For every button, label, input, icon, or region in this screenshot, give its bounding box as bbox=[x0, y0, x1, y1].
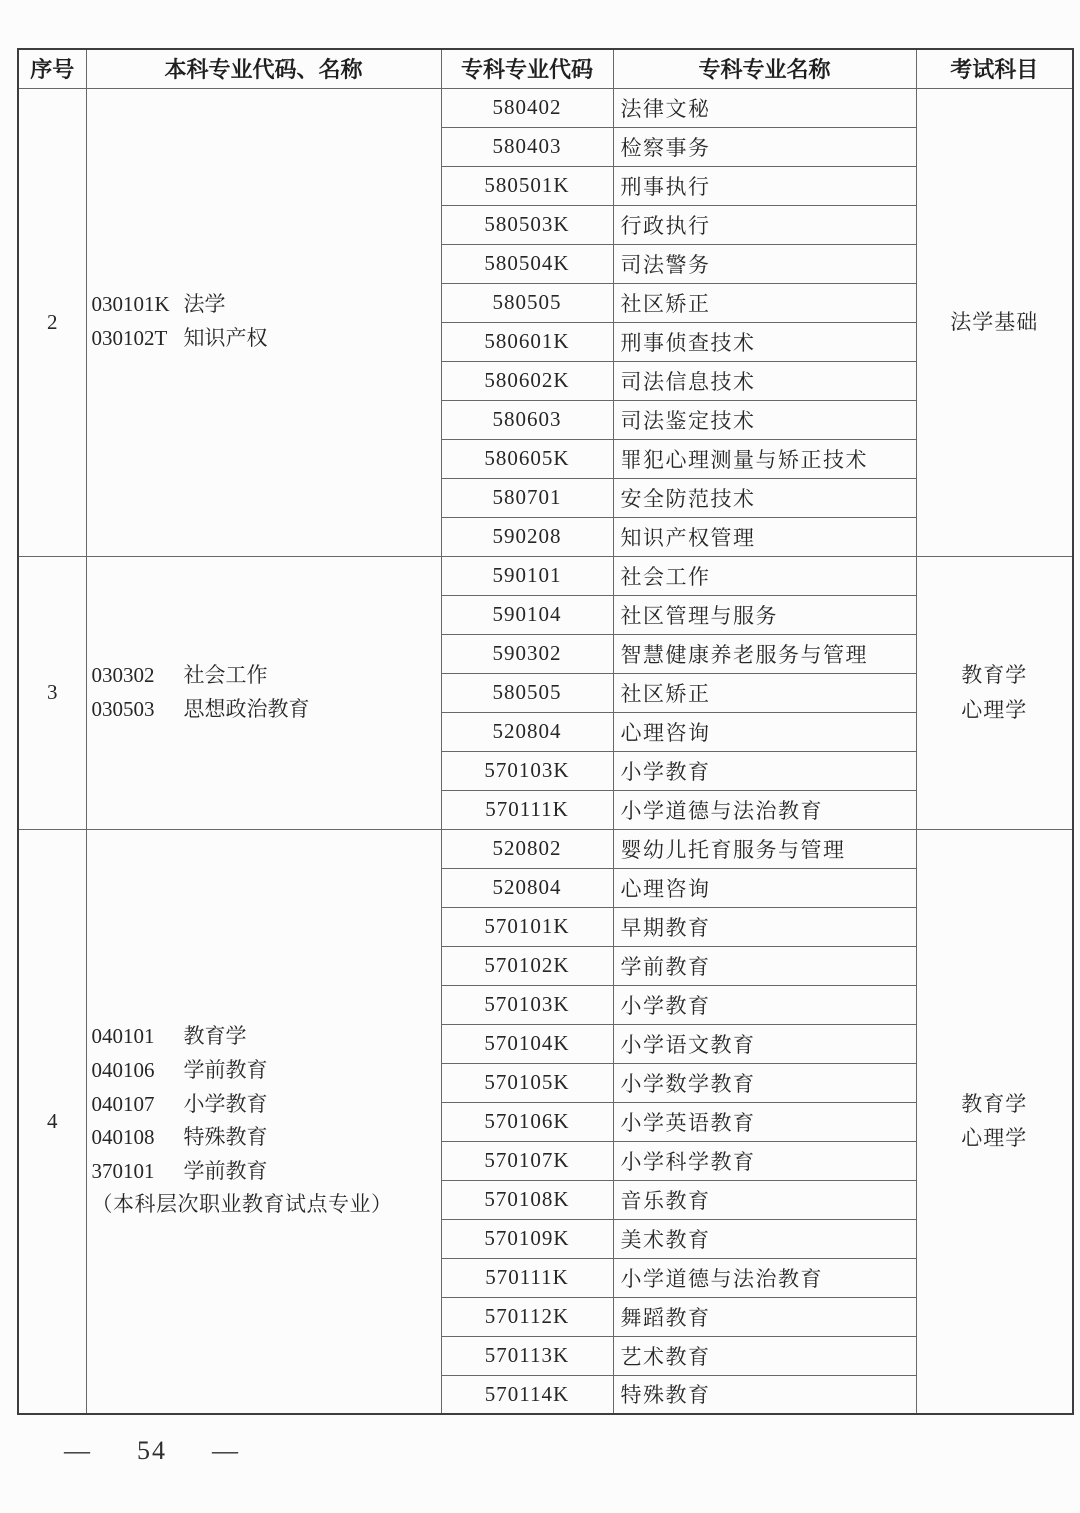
junior-name-cell: 艺术教育 bbox=[613, 1336, 916, 1375]
junior-code-cell: 570101K bbox=[441, 907, 613, 946]
junior-name-cell: 心理咨询 bbox=[613, 712, 916, 751]
undergrad-name: 小学教育 bbox=[183, 1091, 268, 1116]
undergrad-name: 特殊教育 bbox=[183, 1125, 268, 1150]
undergrad-name: 知识产权 bbox=[183, 326, 268, 350]
header-serial: 序号 bbox=[18, 49, 86, 88]
junior-code-cell: 580504K bbox=[441, 244, 613, 283]
undergrad-name: 学前教育 bbox=[183, 1158, 268, 1183]
exam-subject: 教育学 bbox=[961, 1091, 1028, 1116]
undergrad-code: 030302 bbox=[91, 662, 155, 687]
junior-name-cell: 小学英语教育 bbox=[613, 1102, 916, 1141]
junior-name-cell: 小学教育 bbox=[613, 985, 916, 1024]
junior-name-cell: 心理咨询 bbox=[613, 868, 916, 907]
junior-name-cell: 小学语文教育 bbox=[613, 1024, 916, 1063]
junior-name-cell: 司法警务 bbox=[613, 244, 916, 283]
undergrad-name: 社会工作 bbox=[183, 662, 268, 687]
junior-code-cell: 590302 bbox=[441, 634, 613, 673]
junior-code-cell: 570114K bbox=[441, 1375, 613, 1414]
exam-subjects-cell bbox=[916, 829, 1073, 1414]
junior-code-cell: 520802 bbox=[441, 829, 613, 868]
undergrad-code: 040108 bbox=[91, 1125, 155, 1150]
junior-name-cell: 特殊教育 bbox=[613, 1375, 916, 1414]
exam-subject: 心理学 bbox=[961, 697, 1028, 722]
undergrad-code: 030101K bbox=[91, 292, 170, 317]
undergrad-line bbox=[92, 1054, 439, 1088]
undergrad-code: 030503 bbox=[91, 696, 155, 721]
undergrad-line bbox=[92, 288, 439, 322]
junior-name-cell: 早期教育 bbox=[613, 907, 916, 946]
undergrad-line bbox=[92, 1088, 439, 1122]
junior-code-cell: 570106K bbox=[441, 1102, 613, 1141]
junior-code-cell: 590101 bbox=[441, 556, 613, 595]
junior-name-cell: 行政执行 bbox=[613, 205, 916, 244]
junior-name-cell: 社区矫正 bbox=[613, 673, 916, 712]
junior-code-cell: 570102K bbox=[441, 946, 613, 985]
junior-code-cell: 580701 bbox=[441, 478, 613, 517]
undergrad-name: 思想政治教育 bbox=[183, 696, 310, 721]
header-junior-name: 专科专业名称 bbox=[613, 49, 916, 88]
junior-code-cell: 580505 bbox=[441, 673, 613, 712]
junior-name-cell: 刑事侦查技术 bbox=[613, 322, 916, 361]
undergrad-majors-cell bbox=[86, 556, 441, 829]
junior-name-cell: 美术教育 bbox=[613, 1219, 916, 1258]
junior-code-cell: 580403 bbox=[441, 127, 613, 166]
junior-name-cell: 小学道德与法治教育 bbox=[613, 790, 916, 829]
junior-code-cell: 580602K bbox=[441, 361, 613, 400]
junior-code-cell: 570109K bbox=[441, 1219, 613, 1258]
junior-name-cell: 知识产权管理 bbox=[613, 517, 916, 556]
junior-code-cell: 570105K bbox=[441, 1063, 613, 1102]
junior-code-cell: 570112K bbox=[441, 1297, 613, 1336]
junior-name-cell: 法律文秘 bbox=[613, 88, 916, 127]
header-junior-code: 专科专业代码 bbox=[441, 49, 613, 88]
undergrad-line bbox=[92, 1155, 439, 1189]
junior-code-cell: 580505 bbox=[441, 283, 613, 322]
junior-code-cell: 570107K bbox=[441, 1141, 613, 1180]
junior-code-cell: 570103K bbox=[441, 751, 613, 790]
junior-name-cell: 社会工作 bbox=[613, 556, 916, 595]
junior-code-cell: 570111K bbox=[441, 790, 613, 829]
junior-name-cell: 婴幼儿托育服务与管理 bbox=[613, 829, 916, 868]
table-row bbox=[18, 88, 1073, 127]
junior-code-cell: 570113K bbox=[441, 1336, 613, 1375]
undergrad-code: 370101 bbox=[91, 1158, 155, 1183]
table-row bbox=[18, 556, 1073, 595]
page-number: — 54 — bbox=[64, 1436, 240, 1465]
undergrad-code: 030102T bbox=[91, 326, 168, 350]
junior-code-cell: 580603 bbox=[441, 400, 613, 439]
exam-subject: 心理学 bbox=[961, 1126, 1028, 1151]
junior-name-cell: 小学教育 bbox=[613, 751, 916, 790]
junior-name-cell: 小学科学教育 bbox=[613, 1141, 916, 1180]
junior-name-cell: 安全防范技术 bbox=[613, 478, 916, 517]
exam-subjects-cell bbox=[916, 556, 1073, 829]
junior-name-cell: 舞蹈教育 bbox=[613, 1297, 916, 1336]
junior-name-cell: 音乐教育 bbox=[613, 1180, 916, 1219]
exam-subjects-cell bbox=[916, 88, 1073, 556]
junior-code-cell: 580601K bbox=[441, 322, 613, 361]
undergrad-majors-cell bbox=[86, 88, 441, 556]
junior-name-cell: 小学数学教育 bbox=[613, 1063, 916, 1102]
serial-cell: 2 bbox=[18, 88, 86, 556]
serial-cell: 3 bbox=[18, 556, 86, 829]
header-row bbox=[18, 49, 1073, 88]
junior-code-cell: 590208 bbox=[441, 517, 613, 556]
exam-subject: 教育学 bbox=[961, 662, 1028, 687]
undergrad-line bbox=[92, 322, 439, 356]
exam-subject: 法学基础 bbox=[950, 309, 1039, 334]
junior-name-cell: 罪犯心理测量与矫正技术 bbox=[613, 439, 916, 478]
undergrad-name: 教育学 bbox=[183, 1024, 247, 1049]
undergrad-line bbox=[92, 659, 439, 693]
undergrad-code: 040101 bbox=[91, 1024, 155, 1049]
junior-name-cell: 司法鉴定技术 bbox=[613, 400, 916, 439]
junior-code-cell: 580605K bbox=[441, 439, 613, 478]
junior-code-cell: 570103K bbox=[441, 985, 613, 1024]
undergrad-line bbox=[92, 1121, 439, 1155]
junior-code-cell: 570108K bbox=[441, 1180, 613, 1219]
junior-code-cell: 570111K bbox=[441, 1258, 613, 1297]
junior-name-cell: 社区矫正 bbox=[613, 283, 916, 322]
junior-name-cell: 司法信息技术 bbox=[613, 361, 916, 400]
junior-name-cell: 社区管理与服务 bbox=[613, 595, 916, 634]
junior-name-cell: 刑事执行 bbox=[613, 166, 916, 205]
junior-name-cell: 智慧健康养老服务与管理 bbox=[613, 634, 916, 673]
undergrad-name: 法学 bbox=[183, 292, 226, 317]
junior-name-cell: 学前教育 bbox=[613, 946, 916, 985]
header-exam: 考试科目 bbox=[916, 49, 1073, 88]
junior-code-cell: 580402 bbox=[441, 88, 613, 127]
undergrad-line bbox=[92, 693, 439, 727]
header-undergrad: 本科专业代码、名称 bbox=[86, 49, 441, 88]
serial-cell: 4 bbox=[18, 829, 86, 1414]
junior-code-cell: 520804 bbox=[441, 712, 613, 751]
junior-name-cell: 小学道德与法治教育 bbox=[613, 1258, 916, 1297]
junior-code-cell: 570104K bbox=[441, 1024, 613, 1063]
junior-name-cell: 检察事务 bbox=[613, 127, 916, 166]
undergrad-code: 040106 bbox=[91, 1058, 155, 1083]
undergrad-line bbox=[92, 1020, 439, 1054]
table-row bbox=[18, 829, 1073, 868]
major-codes-table bbox=[17, 48, 1074, 1415]
undergrad-code: 040107 bbox=[91, 1091, 155, 1116]
junior-code-cell: 580501K bbox=[441, 166, 613, 205]
undergrad-name: 学前教育 bbox=[183, 1058, 268, 1083]
undergrad-majors-cell bbox=[86, 829, 441, 1414]
junior-code-cell: 580503K bbox=[441, 205, 613, 244]
junior-code-cell: 590104 bbox=[441, 595, 613, 634]
undergrad-note: （本科层次职业教育试点专业） bbox=[91, 1192, 393, 1217]
junior-code-cell: 520804 bbox=[441, 868, 613, 907]
